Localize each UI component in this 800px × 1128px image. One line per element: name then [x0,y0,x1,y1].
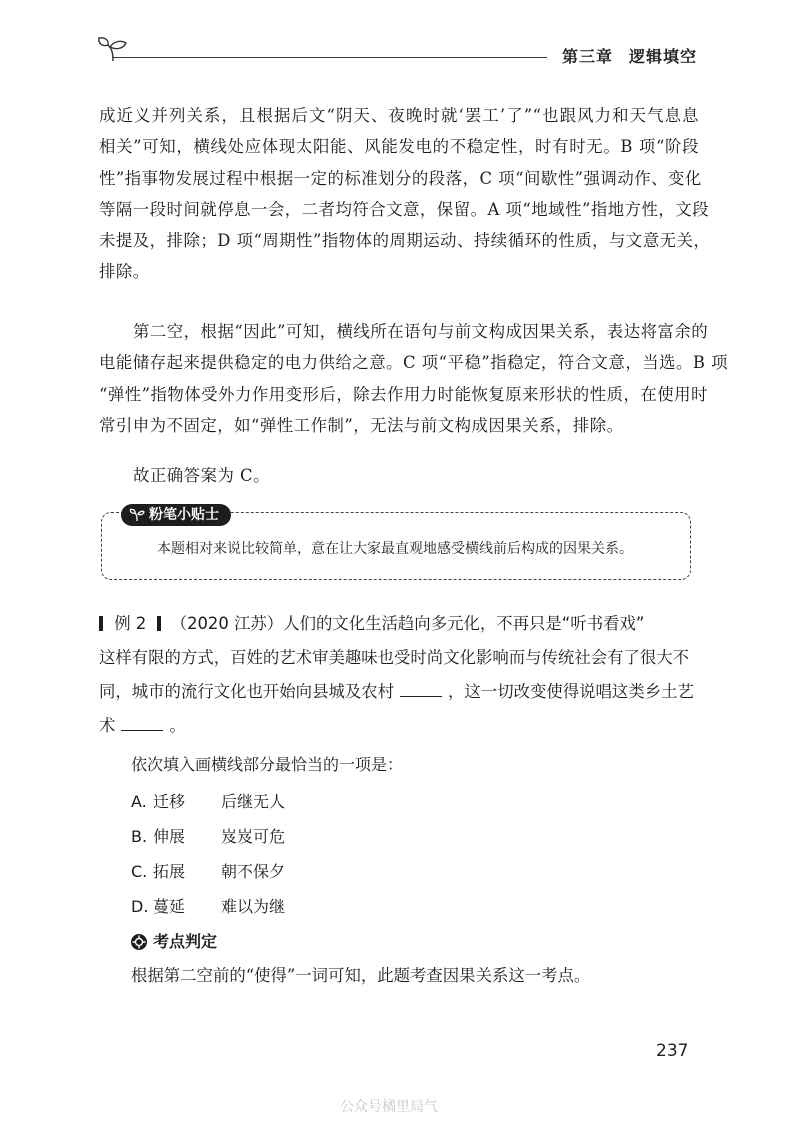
text-line: 常引申为不固定，如“弹性工作制”，无法与前文构成因果关系，排除。 [99,415,624,435]
answer-blank-2 [121,716,163,731]
example-label: 例 2 [114,614,147,633]
tip-badge [121,504,231,526]
option-word-2: 后继无人 [221,792,286,811]
question-line [99,675,699,709]
text-line: 等隔一段时间就停息一会，二者均符合文意，保留。A 项“地域性”指地方性，文段 [99,199,710,219]
label-bar-right [157,616,161,631]
text-line: 电能储存起来提供稳定的电力供给之意。C 项“平稳”指稳定，符合文意，当选。B 项 [99,353,729,373]
option-b [131,824,285,847]
option-letter: B. [131,827,148,846]
option-c [131,859,285,882]
sprout-icon [129,508,145,522]
page-number: 237 [656,1041,689,1061]
option-letter: D. [131,897,149,916]
explanation-paragraph-1 [99,100,711,288]
watermark: 公众号橘里局气 [340,1099,438,1115]
text-line: “弹性”指物体受外力作用变形后，除去作用力时能恢复原来形状的性质，在使用时 [99,384,708,404]
running-header [562,44,697,67]
question-text: （2020 江苏）人们的文化生活趋向多元化，不再只是“听书看戏” [170,614,645,633]
question-text: 。 [169,716,186,735]
section-label: 逻辑填空 [629,47,698,66]
answer-blank-1 [400,682,442,697]
option-word-1: 迁移 [153,792,186,811]
question-line [99,607,699,641]
tip-text: 本题相对来说比较简单，意在让大家最直观地感受横线前后构成的因果关系。 [157,541,633,557]
option-word-1: 蔓延 [153,897,186,916]
question-text: 术 [99,716,116,735]
option-word-2: 难以为继 [221,897,286,916]
option-letter: A. [131,792,147,811]
label-bar-left [99,616,103,631]
text-line: 成近义并列关系，且根据后文“阴天、夜晚时就‘罢工’了”“也跟风力和天气息息 [99,106,699,125]
conclusion [99,460,699,491]
target-icon [131,934,147,950]
text-line: 未提及，排除；D 项“周期性”指物体的周期运动、持续循环的性质，与文意无关， [99,231,711,251]
question-text: ，这一切改变使得说唱这类乡土艺 [448,682,694,701]
kaodian-body: 根据第二空前的“使得”一词可知，此题考查因果关系这一考点。 [131,966,591,985]
tip-label: 粉笔小贴士 [149,507,219,523]
option-word-2: 岌岌可危 [221,827,286,846]
example-question [99,607,699,743]
option-a [131,789,285,812]
question-line [99,709,699,743]
question-prompt: 依次填入画横线部分最恰当的一项是： [131,755,404,774]
conclusion-text: 故正确答案为 C。 [133,466,270,485]
option-word-2: 朝不保夕 [221,862,286,881]
sprout-icon [96,35,130,63]
header-rule [112,57,547,58]
text-line: 相关”可知，横线处应体现太阳能、风能发电的不稳定性，时有时无。B 项“阶段 [99,137,699,157]
text-line: 排除。 [99,262,150,282]
text-line: 性”指事物发展过程中根据一定的标准划分的段落，C 项“间歇性”强调动作、变化 [99,168,702,188]
text-line: 第二空，根据“因此”可知，横线所在语句与前文构成因果关系，表达将富余的 [133,322,709,341]
question-line: 这样有限的方式，百姓的艺术审美趣味也受时尚文化影响而与传统社会有了很大不 [99,648,690,667]
chapter-label: 第三章 [562,47,614,66]
question-text: 同，城市的流行文化也开始向县城及农村 [99,682,395,701]
explanation-paragraph-2 [99,316,729,441]
option-d [131,894,285,917]
option-word-1: 拓展 [153,862,186,881]
kaodian-heading [131,929,217,952]
option-word-1: 伸展 [153,827,186,846]
option-letter: C. [131,862,148,881]
kaodian-title: 考点判定 [153,932,218,951]
